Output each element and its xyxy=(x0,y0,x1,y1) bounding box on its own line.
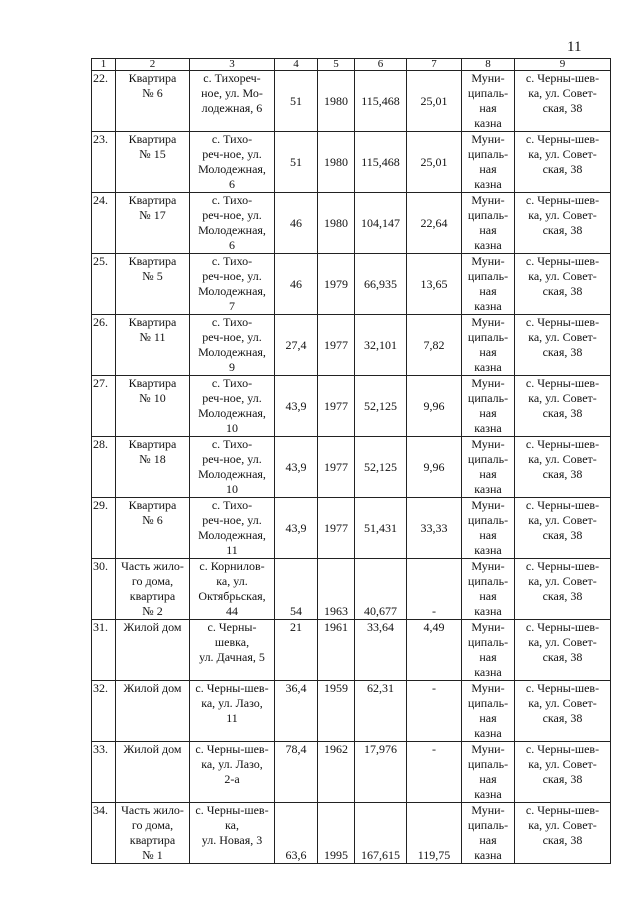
column-number-header-row xyxy=(92,59,611,71)
ownership-cell: Муни- ципаль- ная казна xyxy=(462,498,515,559)
object-name-cell: Квартира № 6 xyxy=(116,498,190,559)
book-value-cell: 17,976 xyxy=(355,742,407,803)
row-number-cell: 30. xyxy=(92,559,116,620)
object-name-cell: Жилой дом xyxy=(116,620,190,681)
area-cell: 43,9 xyxy=(275,376,318,437)
year-cell: 1980 xyxy=(318,71,355,132)
ownership-cell: Муни- ципаль- ная казна xyxy=(462,376,515,437)
ownership-cell: Муни- ципаль- ная казна xyxy=(462,742,515,803)
residual-value-cell: 9,96 xyxy=(407,376,462,437)
year-cell: 1979 xyxy=(318,254,355,315)
row-number-cell: 23. xyxy=(92,132,116,193)
ownership-cell: Муни- ципаль- ная казна xyxy=(462,437,515,498)
residual-value-cell: 22,64 xyxy=(407,193,462,254)
column-number: 9 xyxy=(515,59,611,71)
row-number-cell: 32. xyxy=(92,681,116,742)
residual-value-cell: 9,96 xyxy=(407,437,462,498)
residual-value-cell: 25,01 xyxy=(407,132,462,193)
book-value-cell: 52,125 xyxy=(355,437,407,498)
object-name-cell: Жилой дом xyxy=(116,742,190,803)
residual-value-cell: - xyxy=(407,742,462,803)
table-row xyxy=(92,803,611,864)
ownership-cell: Муни- ципаль- ная казна xyxy=(462,71,515,132)
column-number: 4 xyxy=(275,59,318,71)
ownership-cell: Муни- ципаль- ная казна xyxy=(462,254,515,315)
book-value-cell: 62,31 xyxy=(355,681,407,742)
area-cell: 27,4 xyxy=(275,315,318,376)
year-cell: 1963 xyxy=(318,559,355,620)
year-cell: 1977 xyxy=(318,437,355,498)
address-cell: с. Черны- шевка, ул. Дачная, 5 xyxy=(190,620,275,681)
table-row xyxy=(92,254,611,315)
ownership-cell: Муни- ципаль- ная казна xyxy=(462,132,515,193)
address-cell: с. Черны-шев- ка, ул. Лазо, 2-а xyxy=(190,742,275,803)
year-cell: 1977 xyxy=(318,498,355,559)
area-cell: 51 xyxy=(275,71,318,132)
table-row xyxy=(92,315,611,376)
row-number-cell: 24. xyxy=(92,193,116,254)
holder-address-cell: с. Черны-шев- ка, ул. Совет- ская, 38 xyxy=(515,193,611,254)
year-cell: 1980 xyxy=(318,193,355,254)
area-cell: 51 xyxy=(275,132,318,193)
object-name-cell: Квартира № 5 xyxy=(116,254,190,315)
row-number-cell: 27. xyxy=(92,376,116,437)
residual-value-cell: 119,75 xyxy=(407,803,462,864)
area-cell: 36,4 xyxy=(275,681,318,742)
object-name-cell: Квартира № 6 xyxy=(116,71,190,132)
table-row xyxy=(92,193,611,254)
residual-value-cell: 13,65 xyxy=(407,254,462,315)
ownership-cell: Муни- ципаль- ная казна xyxy=(462,620,515,681)
object-name-cell: Квартира № 10 xyxy=(116,376,190,437)
residual-value-cell: 4,49 xyxy=(407,620,462,681)
residual-value-cell: 7,82 xyxy=(407,315,462,376)
ownership-cell: Муни- ципаль- ная казна xyxy=(462,315,515,376)
object-name-cell: Квартира № 17 xyxy=(116,193,190,254)
area-cell: 54 xyxy=(275,559,318,620)
book-value-cell: 40,677 xyxy=(355,559,407,620)
table-row xyxy=(92,559,611,620)
year-cell: 1962 xyxy=(318,742,355,803)
area-cell: 43,9 xyxy=(275,437,318,498)
row-number-cell: 26. xyxy=(92,315,116,376)
residual-value-cell: - xyxy=(407,559,462,620)
ownership-cell: Муни- ципаль- ная казна xyxy=(462,559,515,620)
book-value-cell: 51,431 xyxy=(355,498,407,559)
column-number: 6 xyxy=(355,59,407,71)
table-row xyxy=(92,132,611,193)
address-cell: с. Тихо- реч-ное, ул. Молодежная, 9 xyxy=(190,315,275,376)
table-row xyxy=(92,71,611,132)
book-value-cell: 167,615 xyxy=(355,803,407,864)
holder-address-cell: с. Черны-шев- ка, ул. Совет- ская, 38 xyxy=(515,620,611,681)
address-cell: с. Тихо- реч-ное, ул. Молодежная, 10 xyxy=(190,437,275,498)
address-cell: с. Тихо- реч-ное, ул. Молодежная, 7 xyxy=(190,254,275,315)
column-number: 7 xyxy=(407,59,462,71)
holder-address-cell: с. Черны-шев- ка, ул. Совет- ская, 38 xyxy=(515,376,611,437)
holder-address-cell: с. Черны-шев- ка, ул. Совет- ская, 38 xyxy=(515,437,611,498)
residual-value-cell: - xyxy=(407,681,462,742)
object-name-cell: Часть жило- го дома, квартира № 2 xyxy=(116,559,190,620)
address-cell: с. Черны-шев- ка, ул. Лазо, 11 xyxy=(190,681,275,742)
row-number-cell: 28. xyxy=(92,437,116,498)
column-number: 8 xyxy=(462,59,515,71)
ownership-cell: Муни- ципаль- ная казна xyxy=(462,193,515,254)
holder-address-cell: с. Черны-шев- ка, ул. Совет- ская, 38 xyxy=(515,71,611,132)
address-cell: с. Тихо- реч-ное, ул. Молодежная, 6 xyxy=(190,193,275,254)
object-name-cell: Квартира № 18 xyxy=(116,437,190,498)
table-row xyxy=(92,376,611,437)
table-row xyxy=(92,742,611,803)
row-number-cell: 33. xyxy=(92,742,116,803)
address-cell: с. Черны-шев- ка, ул. Новая, 3 xyxy=(190,803,275,864)
table-row xyxy=(92,681,611,742)
book-value-cell: 52,125 xyxy=(355,376,407,437)
year-cell: 1961 xyxy=(318,620,355,681)
object-name-cell: Жилой дом xyxy=(116,681,190,742)
page-number: 11 xyxy=(567,39,582,55)
area-cell: 63,6 xyxy=(275,803,318,864)
object-name-cell: Квартира № 15 xyxy=(116,132,190,193)
address-cell: с. Тихо- реч-ное, ул. Молодежная, 10 xyxy=(190,376,275,437)
ownership-cell: Муни- ципаль- ная казна xyxy=(462,803,515,864)
ownership-cell: Муни- ципаль- ная казна xyxy=(462,681,515,742)
year-cell: 1995 xyxy=(318,803,355,864)
table-row xyxy=(92,437,611,498)
area-cell: 21 xyxy=(275,620,318,681)
area-cell: 46 xyxy=(275,193,318,254)
object-name-cell: Квартира № 11 xyxy=(116,315,190,376)
area-cell: 78,4 xyxy=(275,742,318,803)
book-value-cell: 32,101 xyxy=(355,315,407,376)
column-number: 5 xyxy=(318,59,355,71)
address-cell: с. Тихо- реч-ное, ул. Молодежная, 11 xyxy=(190,498,275,559)
book-value-cell: 104,147 xyxy=(355,193,407,254)
address-cell: с. Корнилов- ка, ул. Октябрьская, 44 xyxy=(190,559,275,620)
property-registry-table xyxy=(91,58,611,864)
year-cell: 1980 xyxy=(318,132,355,193)
residual-value-cell: 25,01 xyxy=(407,71,462,132)
residual-value-cell: 33,33 xyxy=(407,498,462,559)
row-number-cell: 29. xyxy=(92,498,116,559)
row-number-cell: 34. xyxy=(92,803,116,864)
address-cell: с. Тихо- реч-ное, ул. Молодежная, 6 xyxy=(190,132,275,193)
holder-address-cell: с. Черны-шев- ка, ул. Совет- ская, 38 xyxy=(515,498,611,559)
column-number: 2 xyxy=(116,59,190,71)
holder-address-cell: с. Черны-шев- ка, ул. Совет- ская, 38 xyxy=(515,681,611,742)
book-value-cell: 66,935 xyxy=(355,254,407,315)
table-row xyxy=(92,620,611,681)
book-value-cell: 115,468 xyxy=(355,132,407,193)
row-number-cell: 25. xyxy=(92,254,116,315)
holder-address-cell: с. Черны-шев- ка, ул. Совет- ская, 38 xyxy=(515,803,611,864)
column-number: 1 xyxy=(92,59,116,71)
year-cell: 1959 xyxy=(318,681,355,742)
row-number-cell: 31. xyxy=(92,620,116,681)
holder-address-cell: с. Черны-шев- ка, ул. Совет- ская, 38 xyxy=(515,132,611,193)
holder-address-cell: с. Черны-шев- ка, ул. Совет- ская, 38 xyxy=(515,315,611,376)
year-cell: 1977 xyxy=(318,315,355,376)
holder-address-cell: с. Черны-шев- ка, ул. Совет- ская, 38 xyxy=(515,254,611,315)
year-cell: 1977 xyxy=(318,376,355,437)
holder-address-cell: с. Черны-шев- ка, ул. Совет- ская, 38 xyxy=(515,742,611,803)
area-cell: 46 xyxy=(275,254,318,315)
holder-address-cell: с. Черны-шев- ка, ул. Совет- ская, 38 xyxy=(515,559,611,620)
row-number-cell: 22. xyxy=(92,71,116,132)
object-name-cell: Часть жило- го дома, квартира № 1 xyxy=(116,803,190,864)
column-number: 3 xyxy=(190,59,275,71)
book-value-cell: 115,468 xyxy=(355,71,407,132)
table-row xyxy=(92,498,611,559)
book-value-cell: 33,64 xyxy=(355,620,407,681)
address-cell: с. Тихореч- ное, ул. Мо- лодежная, 6 xyxy=(190,71,275,132)
area-cell: 43,9 xyxy=(275,498,318,559)
